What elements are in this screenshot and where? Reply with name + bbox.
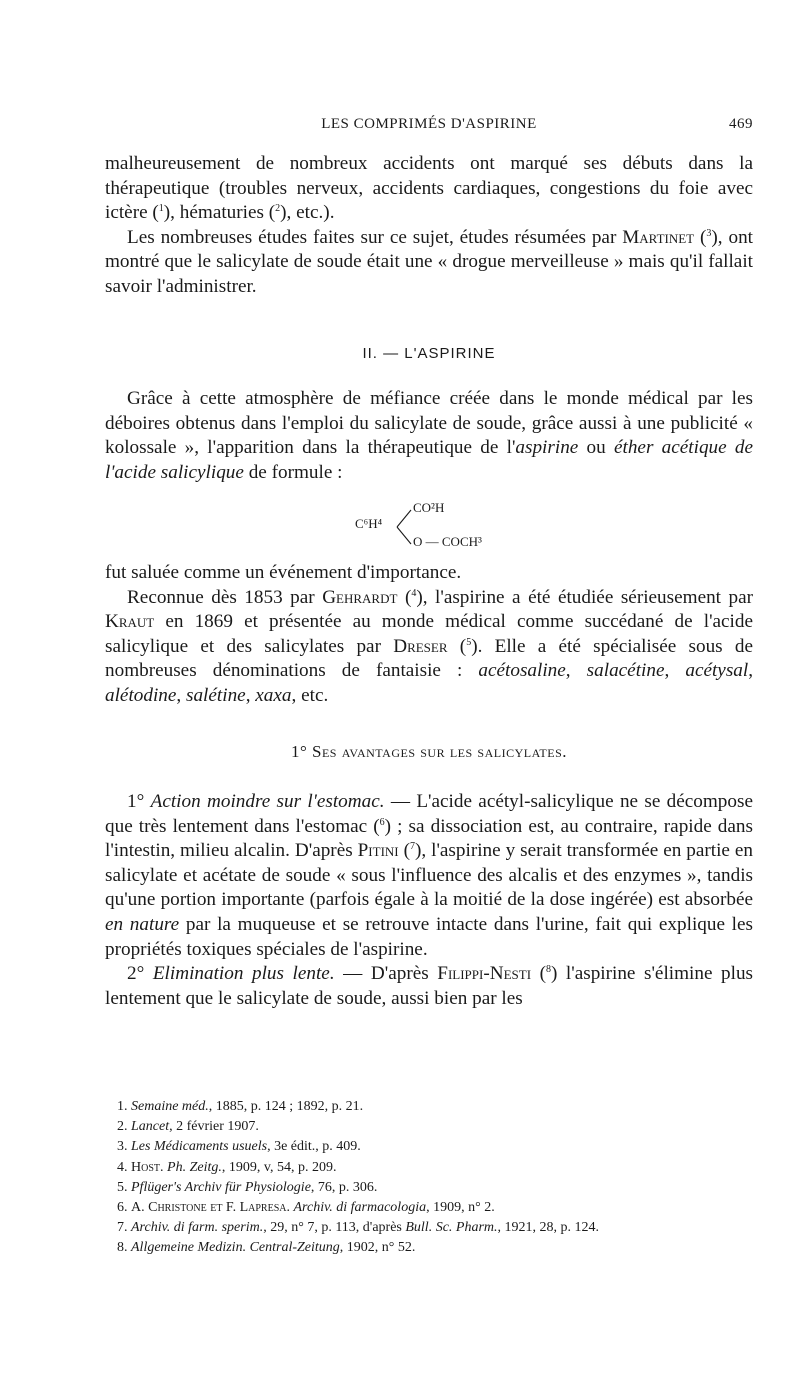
author-name: Martinet xyxy=(622,226,695,248)
footnote: 6. A. Christone et F. Lapresa. Archiv. di farmacologia, 1909, n° 2. xyxy=(117,1200,495,1216)
paragraph-6: 1° Action moindre sur l'estomac. — L'acide acétyl-salicylique ne se décompose que très lentement dans l'estomac ($^6$) ; sa dissociation est, au contraire, rapide dans l'intestin, milieu alcalin. D'après Pitini ($^7$), l'aspirine y serait transformée en partie en salicylate et acétate de soude « sous l'influence des alcalis et des enzymes », tandis qu'une portion importante (parfois égale à la moitié de la dose ingérée) est absorbée en nature par la muqueuse et se retrouve intacte dans l'urine, fait qui explique les propriétés toxiques spéciales de l'aspirine. xyxy=(105,791,754,960)
paragraph-2: Les nombreuses études faites sur ce sujet, études résumées par Martinet ($^3$), ont montré que le salicylate de soude était une « drogue merveilleuse » mais qu'il fallait savoir l'administrer. xyxy=(105,226,753,297)
subsection-heading: 1° Ses avantages sur les salicylates. xyxy=(290,742,568,761)
footnote-ref-3: 3 xyxy=(706,227,712,239)
footnote: 1. Semaine méd., 1885, p. 124 ; 1892, p. 21. xyxy=(117,1099,364,1114)
footnote-ref-2: 2 xyxy=(275,203,281,215)
page-number: 469 xyxy=(729,116,753,132)
section-heading: II. — L'ASPIRINE xyxy=(362,345,496,362)
formula-lower-group: O — COCH³ xyxy=(413,534,482,549)
paragraph-3: Grâce à cette atmosphère de méfiance créée dans le monde médical par les déboires obtenus dans l'emploi du salicylate de soude, grâce aussi à une publicité « kolossale », l'apparition dans la thérapeutique de l'aspirine ou éther acétique de l'acide salicylique de formule : xyxy=(105,388,753,483)
footnote-ref-1: 1 xyxy=(158,203,164,215)
formula-base: C⁶H⁴ xyxy=(355,516,383,531)
footnote: 8. Allgemeine Medizin. Central-Zeitung, 1902, n° 52. xyxy=(117,1240,416,1256)
footnote: 3. Les Médicaments usuels, 3e édit., p. 409. xyxy=(117,1139,361,1155)
body-text-top xyxy=(105,152,753,300)
footnote: 7. Archiv. di farm. sperim., 29, n° 7, p. 113, d'après Bull. Sc. Pharm., 1921, 28, p. 124. xyxy=(117,1220,600,1236)
body-text-bottom xyxy=(105,790,753,1011)
footnote: 4. Host. Ph. Zeitg., 1909, v, 54, p. 209. xyxy=(117,1159,337,1175)
running-title: LES COMPRIMÉS D'ASPIRINE xyxy=(321,116,537,132)
formula-bond-lines xyxy=(395,506,415,548)
footnote: 2. Lancet, 2 février 1907. xyxy=(117,1119,259,1135)
body-text-middle xyxy=(105,561,753,709)
running-header xyxy=(105,116,753,140)
paragraph-5: Reconnue dès 1853 par Gehrardt ($^4$), l'aspirine a été étudiée sérieusement par Kraut en 1869 et présentée au monde médical comme succédané de l'acide salicylique et des salicylates par Dreser ($^5$). Elle a été spécialisée sous de nombreuses dénominations de fantaisie : acétosaline, salacétine, acétysal, alétodine, salétine, xaxa, etc. xyxy=(105,586,754,706)
footnotes xyxy=(105,1097,753,1259)
paragraph-4: fut saluée comme un événement d'importance. xyxy=(105,562,462,583)
formula-upper-group: CO²H xyxy=(413,500,445,515)
paragraph-1: malheureusement de nombreux accidents ont marqué ses débuts dans la thérapeutique (troubles nerveux, accidents cardiaques, congestions du foie avec ictère ($^1$), hématuries ($^2$), etc.). xyxy=(105,153,753,224)
chemical-formula xyxy=(355,498,525,558)
footnote: 5. Pflüger's Archiv für Physiologie, 76, p. 306. xyxy=(117,1179,378,1195)
paragraph-7: 2° Elimination plus lente. — D'après Filippi-Nesti ($^8$) l'aspirine s'élimine plus lentement que le salicylate de soude, aussi bien par les xyxy=(105,963,754,1009)
